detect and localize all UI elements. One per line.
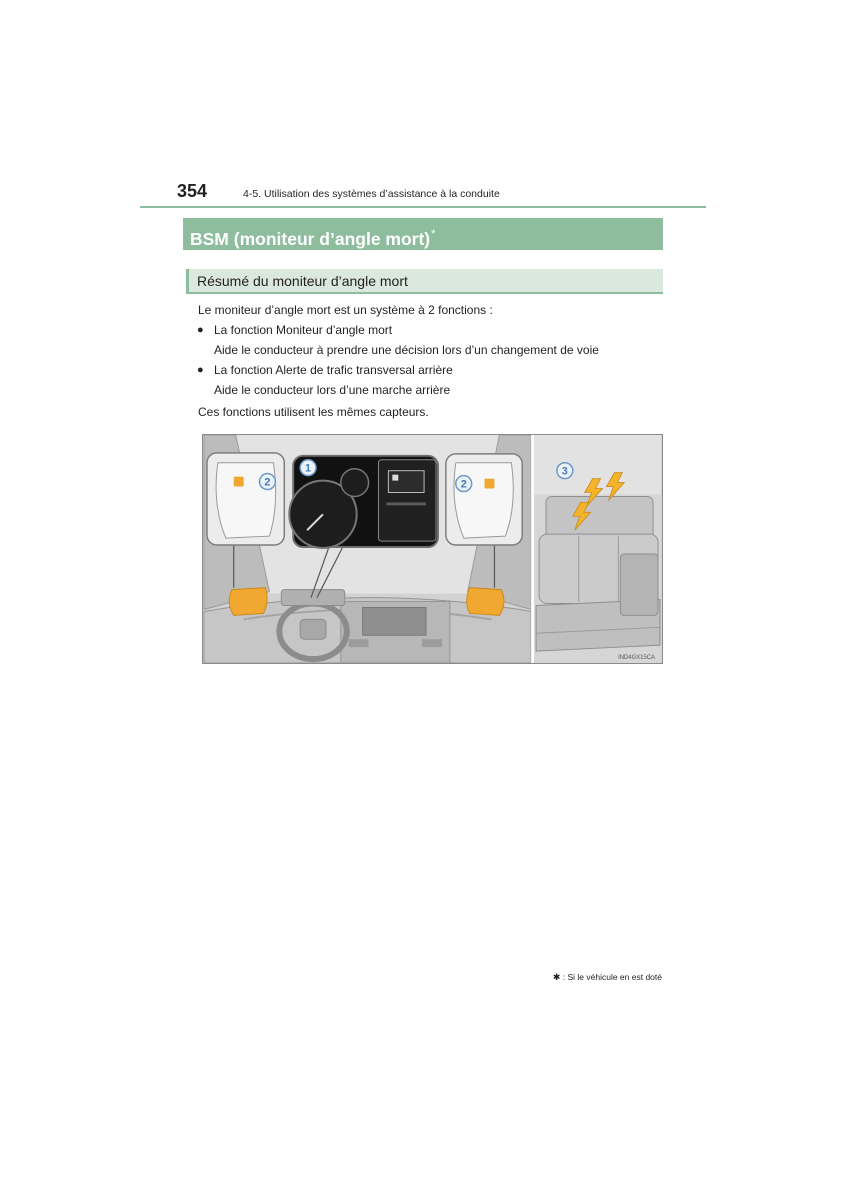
bsm-indicator-icon <box>234 477 244 487</box>
bullet-icon: ● <box>197 364 204 376</box>
right-outside-mirror <box>467 588 504 616</box>
callout-number: 2 <box>264 476 271 489</box>
small-dial <box>341 469 369 497</box>
mirror-glass <box>454 463 513 538</box>
steering-hub <box>300 619 326 639</box>
interior-view <box>204 435 531 663</box>
center-screen <box>363 607 426 635</box>
rear-view <box>534 435 661 663</box>
left-outside-mirror <box>229 588 267 616</box>
closing-text: Ces fonctions utilisent les mêmes capteurs. <box>198 405 429 419</box>
bsm-indicator-icon <box>485 479 495 489</box>
page-number: 354 <box>177 181 208 201</box>
illustration-canvas <box>203 435 662 663</box>
air-vent <box>422 639 442 647</box>
callout-number: 2 <box>460 478 467 491</box>
air-vent <box>349 639 369 647</box>
intro-text: Le moniteur d’angle mort est un système à 2 fonctions : <box>198 303 493 317</box>
callout-number: 1 <box>305 462 312 475</box>
section-title: BSM (moniteur d’angle mort) <box>190 229 431 249</box>
bullet-icon: ● <box>197 324 204 336</box>
function-description: Aide le conducteur lors d’une marche arrière <box>214 383 451 397</box>
illustration-code: IND4GX15CA <box>618 655 656 662</box>
function-label: La fonction Alerte de trafic transversal arrière <box>214 363 453 377</box>
cluster-inset <box>289 456 438 548</box>
display-icon <box>392 475 398 481</box>
left-mirror-inset <box>207 453 284 545</box>
panel-divider <box>531 435 534 663</box>
subheading: Résumé du moniteur d’angle mort <box>186 269 663 294</box>
callout-number: 3 <box>561 465 568 478</box>
function-label: La fonction Moniteur d’angle mort <box>214 323 393 337</box>
display-bar <box>386 502 426 505</box>
header-divider <box>140 206 706 208</box>
side-trim <box>620 554 658 615</box>
footnote-text: : Si le véhicule en est doté <box>560 972 662 982</box>
function-description: Aide le conducteur à prendre une décision lors d’un changement de voie <box>214 343 599 357</box>
rear-window <box>534 435 661 494</box>
section-header: 4-5. Utilisation des systèmes d’assistance à la conduite <box>243 188 500 200</box>
right-mirror-inset <box>446 454 522 545</box>
footnote-mark: ✱ <box>552 973 561 983</box>
footnote <box>553 971 662 984</box>
section-title-bar <box>183 218 663 250</box>
display-screen <box>388 471 424 493</box>
bsm-illustration <box>202 434 663 664</box>
footnote-reference-mark: * <box>431 228 436 240</box>
